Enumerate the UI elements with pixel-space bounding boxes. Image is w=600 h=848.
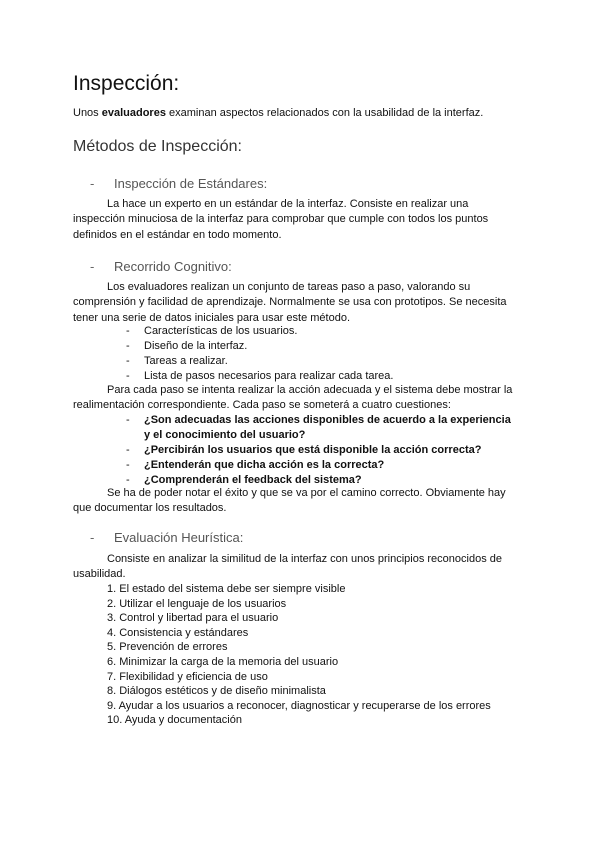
list-item: - ¿Comprenderán el feedback del sistema? — [126, 474, 362, 486]
list-dash: - — [126, 414, 130, 426]
heuristic-body: Consiste en analizar la similitud de la interfaz con unos principios reconocidos de usabilidad. — [73, 553, 502, 581]
list-dash: - — [126, 459, 130, 471]
list-item: - ¿Son adecuadas las acciones disponibles de acuerdo a la experiencia y el conocimiento del usuario? — [126, 414, 511, 441]
heuristic-principles-list — [107, 582, 491, 728]
list-dash: - — [126, 444, 130, 456]
heuristic-heading — [90, 530, 243, 545]
standards-body: La hace un experto en un estándar de la interfaz. Consiste en realizar una inspección minuciosa de la interfaz para comprobar que cumple con todos los puntos definidos en el estándar en todo momento. — [73, 198, 489, 241]
cognitive-body-2: Para cada paso se intenta realizar la acción adecuada y el sistema debe mostrar la realimentación correspondiente. Cada paso se someterá a cuatro cuestiones: — [73, 384, 513, 412]
cognitive-body-3: Se ha de poder notar el éxito y que se va por el camino correcto. Obviamente hay que documentar los resultados. — [73, 487, 506, 515]
list-item: - Características de los usuarios. — [126, 325, 298, 337]
standards-dash: - — [90, 176, 95, 191]
intro-text-before: Unos — [73, 107, 102, 119]
list-dash: - — [126, 325, 130, 337]
list-item: 3. Control y libertad para el usuario — [107, 612, 279, 625]
standards-heading-text: Inspección de Estándares: — [114, 176, 268, 191]
list-item: 5. Prevención de errores — [107, 641, 228, 654]
cognitive-paragraph-3 — [73, 486, 513, 517]
cognitive-body: Los evaluadores realizan un conjunto de tareas paso a paso, valorando su comprensión y facilidad de aprendizaje. Normalmente se usa con prototipos. Se necesita tener una serie de datos iniciales para usar este método. — [73, 281, 507, 324]
list-item: - Lista de pasos necesarios para realizar cada tarea. — [126, 370, 394, 382]
list-item: - ¿Entenderán que dicha acción es la correcta? — [126, 459, 385, 471]
page-title: Inspección: — [73, 72, 180, 95]
list-item: 2. Utilizar el lenguaje de los usuarios — [107, 597, 287, 610]
list-item: 6. Minimizar la carga de la memoria del usuario — [107, 655, 339, 668]
list-dash: - — [126, 355, 130, 367]
list-item: - Tareas a realizar. — [126, 355, 228, 367]
list-item: - ¿Percibirán los usuarios que está disponible la acción correcta? — [126, 444, 482, 456]
cognitive-dash: - — [90, 259, 95, 274]
cognitive-heading — [90, 259, 232, 274]
cognitive-questions-list — [126, 413, 516, 488]
list-dash: - — [126, 370, 130, 382]
standards-heading — [90, 176, 267, 191]
intro-paragraph — [73, 106, 483, 121]
list-item: 4. Consistencia y estándares — [107, 626, 249, 639]
methods-heading: Métodos de Inspección: — [73, 138, 242, 155]
cognitive-paragraph — [73, 280, 513, 326]
list-item: 9. Ayudar a los usuarios a reconocer, diagnosticar y recuperarse de los errores — [107, 699, 491, 712]
list-dash: - — [126, 340, 130, 352]
list-item: - Diseño de la interfaz. — [126, 340, 248, 352]
cognitive-paragraph-2 — [73, 383, 513, 414]
standards-paragraph — [73, 197, 513, 243]
list-dash: - — [126, 474, 130, 486]
cognitive-heading-text: Recorrido Cognitivo: — [114, 259, 232, 274]
list-item: 1. El estado del sistema debe ser siempre visible — [107, 583, 346, 595]
heuristic-heading-text: Evaluación Heurística: — [114, 530, 244, 545]
intro-bold-term: evaluadores — [101, 107, 166, 119]
list-item: 10. Ayuda y documentación — [107, 714, 242, 727]
intro-text-after: examinan aspectos relacionados con la usabilidad de la interfaz. — [165, 107, 484, 119]
list-item: 8. Diálogos estéticos y de diseño minimalista — [107, 685, 326, 698]
heuristic-paragraph — [73, 552, 513, 583]
list-item: 7. Flexibilidad y eficiencia de uso — [107, 670, 268, 683]
cognitive-data-list — [126, 324, 393, 384]
heuristic-dash: - — [90, 530, 95, 545]
